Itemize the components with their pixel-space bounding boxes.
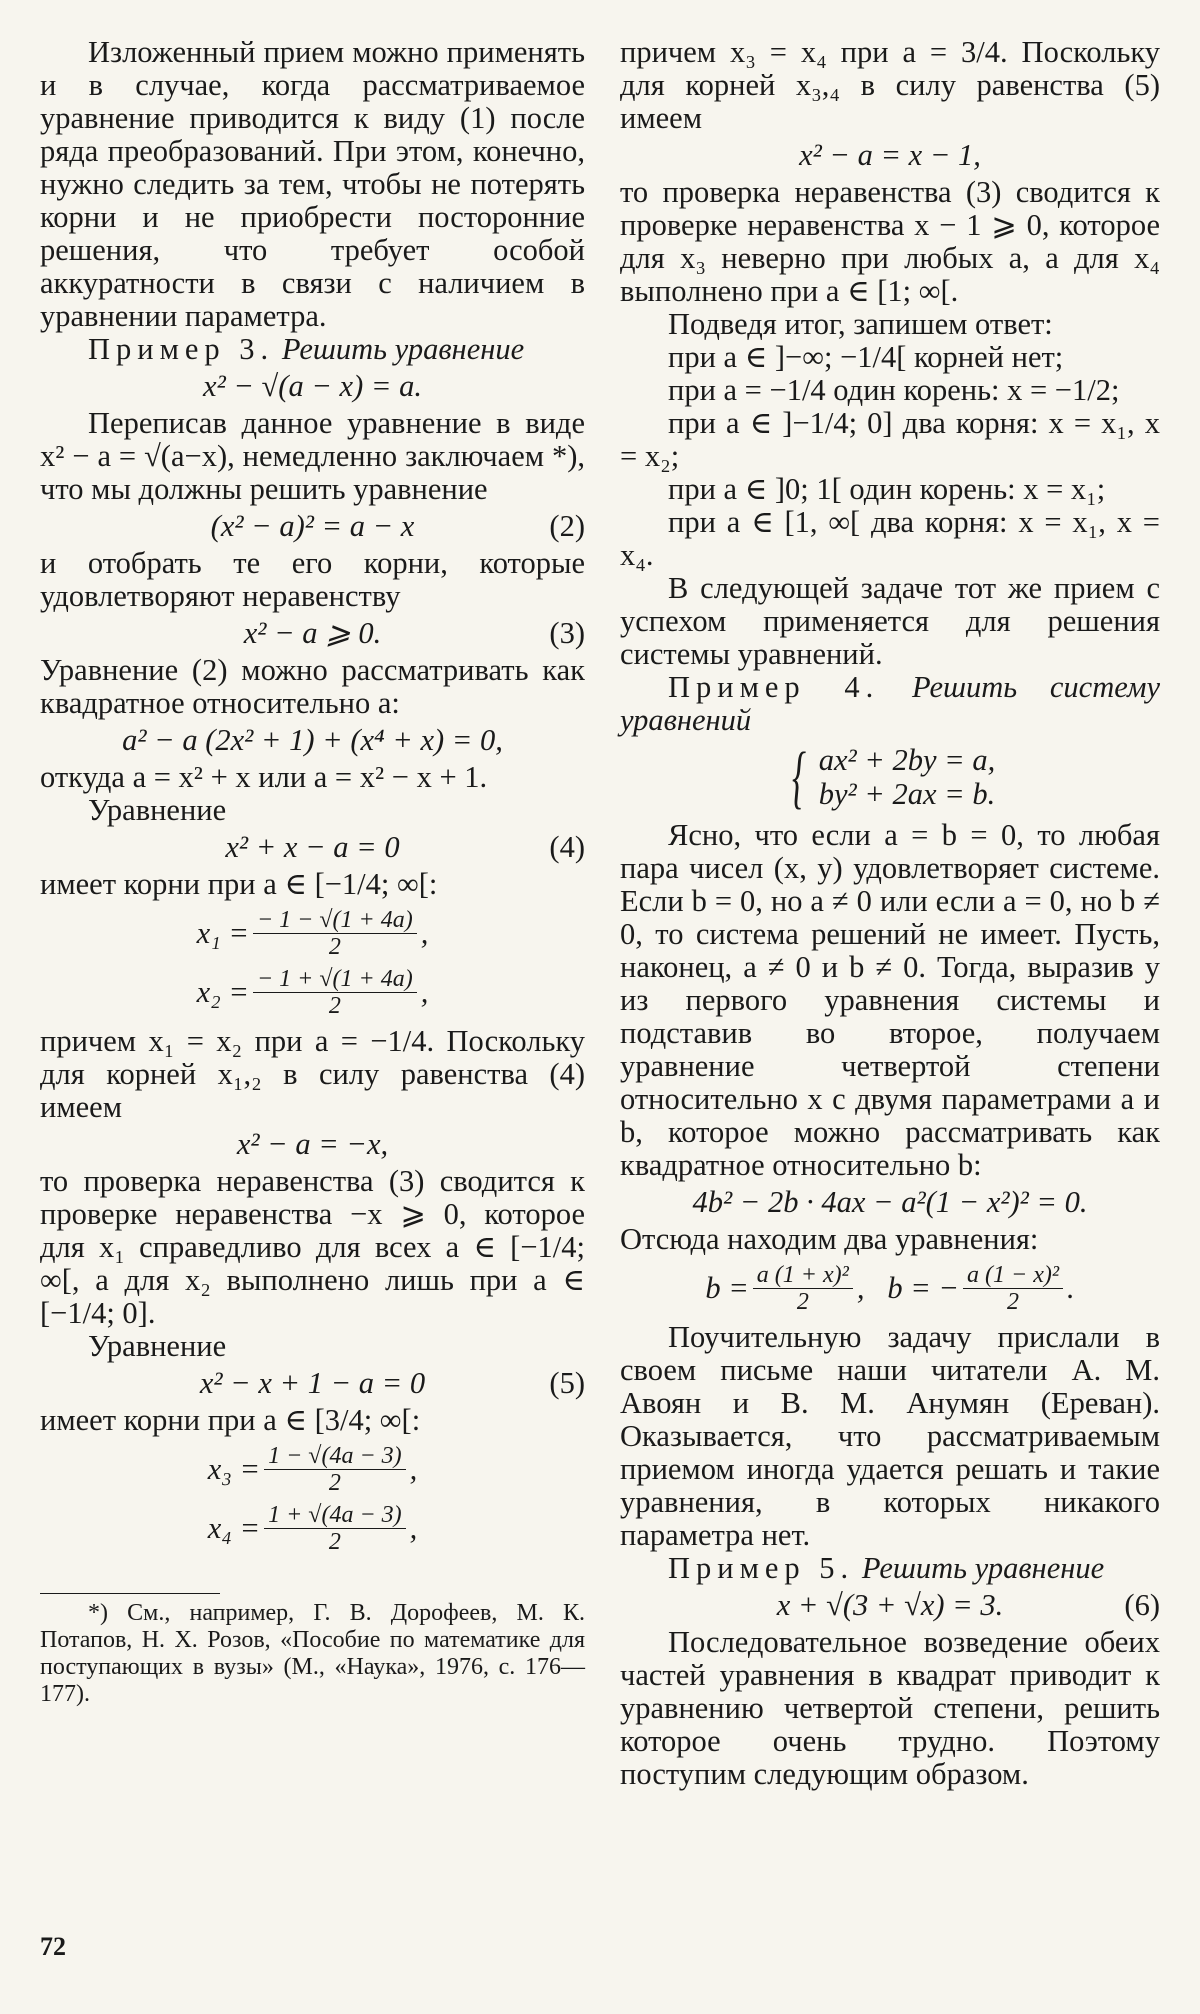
system-rows <box>819 743 996 813</box>
system-equation: by² + 2ax = b. <box>818 777 996 811</box>
formula-lhs: x₂ = <box>196 975 249 1009</box>
paragraph: то проверка неравенства (3) сводится к проверке неравенства x − 1 ⩾ 0, которое для x₃ неверно при любых a, а для x₄ выполнено при a ∈ [1; ∞[. <box>620 175 1160 308</box>
answer-line: при a = −1/4 один корень: x = −1/2; <box>668 373 1120 407</box>
equation: x² − a = x − 1, <box>799 138 981 172</box>
answer-line: при a ∈ ]−∞; −1/4[ корней нет; <box>668 340 1064 374</box>
equation: a² − a (2x² + 1) + (x⁴ + x) = 0, <box>122 723 503 757</box>
footnote-divider <box>40 1593 220 1594</box>
example-label: Пример 5. <box>668 1551 855 1585</box>
equation-body: x² − x + 1 − a = 0 <box>199 1366 426 1400</box>
answer-line: при a ∈ ]−1/4; 0] два корня: x = x₁, x = x₂; <box>620 406 1160 473</box>
fraction-denominator: 2 <box>328 934 341 960</box>
equation <box>40 617 585 650</box>
equation: x² − √(a − x) = a. <box>203 369 422 403</box>
system-equation: ax² + 2by = a, <box>818 743 996 777</box>
equation-body: x² + x − a = 0 <box>225 830 400 864</box>
paragraph: Последовательное возведение обеих частей уравнения в квадрат приводит к уравнению четвертой степени, решить которое очень трудно. Поэтому поступим следующим образом. <box>620 1625 1160 1791</box>
example-task: Решить систему уравнений <box>620 670 1160 737</box>
fraction-numerator: 1 − √(4a − 3) <box>264 1443 406 1470</box>
fraction <box>264 1502 406 1555</box>
paragraph: Поучительную задачу прислали в своем письме наши читатели А. М. Авоян и В. М. Анумян (Ереван). Оказывается, что рассматриваемым приемом иногда удается решать и такие уравнения, в которых никакого параметра нет. <box>620 1320 1160 1552</box>
equation: x² − a = −x, <box>236 1127 389 1161</box>
equation <box>40 1367 585 1400</box>
fraction-numerator: − 1 + √(1 + 4a) <box>253 966 417 993</box>
equation-body: (x² − a)² = a − x <box>210 509 415 543</box>
equation <box>40 510 585 543</box>
paragraph: причем x₁ = x₂ при a = −1/4. Поскольку для корней x₁,₂ в силу равенства (4) имеем <box>40 1024 585 1124</box>
fraction <box>253 907 417 960</box>
example-label: Пример 3. <box>88 332 275 366</box>
equation-number: (5) <box>549 1366 585 1400</box>
fraction-numerator: − 1 − √(1 + 4a) <box>253 907 417 934</box>
paragraph: то проверка неравенства (3) сводится к проверке неравенства −x ⩾ 0, которое для x₁ справедливо для всех a ∈ [−1/4; ∞[, а для x₂ выполнено лишь при a ∈ [−1/4; 0]. <box>40 1164 585 1330</box>
example-task: Решить уравнение <box>861 1551 1105 1585</box>
example-label: Пример 4. <box>668 670 880 704</box>
formula-lhs: x₁ = <box>196 916 249 950</box>
fraction-numerator: 1 + √(4a − 3) <box>264 1502 406 1529</box>
example-task: Решить уравнение <box>281 332 525 366</box>
paragraph: Уравнение (2) можно рассматривать как квадратное относительно a: <box>40 653 585 720</box>
equation-body: x² − a ⩾ 0. <box>243 616 382 650</box>
equation-number: (4) <box>549 830 585 864</box>
equation-number: (6) <box>1124 1588 1160 1622</box>
fraction-denominator: 2 <box>796 1289 809 1315</box>
equation: 4b² − 2b · 4ax − a²(1 − x²)² = 0. <box>692 1185 1088 1219</box>
left-column <box>40 36 585 1708</box>
right-column <box>620 36 1160 1791</box>
fraction-denominator: 2 <box>328 1470 341 1496</box>
paragraph: Ясно, что если a = b = 0, то любая пара чисел (x, y) удовлетворяет системе. Если b = 0, но a ≠ 0 или если a = 0, но b ≠ 0, то система решений не имеет. Пусть, наконец, a ≠ 0 и b ≠ 0. Тогда, выразив y из первого уравнения системы и подставив во второе, получаем уравнение четвертой степени относительно x с двумя параметрами a и b, которое можно рассматривать как квадратное относительно b: <box>620 818 1160 1182</box>
equation-body: x + √(3 + √x) = 3. <box>776 1588 1004 1622</box>
fraction-denominator: 2 <box>328 993 341 1019</box>
fraction-denominator: 2 <box>328 1529 341 1555</box>
fraction-numerator: a (1 − x)² <box>963 1262 1063 1289</box>
paragraph: и отобрать те его корни, которые удовлетворяют неравенству <box>40 546 585 613</box>
page-number: 72 <box>40 1932 66 1961</box>
paragraph: причем x₃ = x₄ при a = 3/4. Поскольку для корней x₃,₄ в силу равенства (5) имеем <box>620 35 1160 135</box>
paragraph: откуда a = x² + x или a = x² − x + 1. <box>40 760 488 794</box>
formula-x3: x₃ = $\frac{1 - √(4a - 3)}{2}$ , <box>207 1443 418 1496</box>
answer-line: при a ∈ [1, ∞[ два корня: x = x₁, x = x₄. <box>620 505 1160 572</box>
formula-x1: x₁ = $\frac{- 1 - √(1 + 4a)}{2}$ , <box>196 907 429 960</box>
formula-b: b = $\frac{\text{a (1 + x)²}}{2}$ , b = − $\frac{\text{a (1 − x)²}}{2}$ . <box>705 1262 1075 1315</box>
formula-x2: x₂ = $\frac{- 1 + √(1 + 4a)}{2}$ , <box>196 966 429 1019</box>
fraction-numerator: a (1 + x)² <box>753 1262 853 1289</box>
paragraph: Отсюда находим два уравнения: <box>620 1222 1039 1256</box>
formula-lhs: x₄ = <box>207 1511 261 1545</box>
example-heading <box>40 333 585 366</box>
example-heading <box>620 1552 1160 1585</box>
equation <box>620 1589 1160 1622</box>
fraction <box>253 966 417 1019</box>
paragraph: В следующей задаче тот же прием с успехом применяется для решения системы уравнений. <box>620 571 1160 671</box>
fraction <box>963 1262 1063 1315</box>
formula-lhs: x₃ = <box>207 1452 261 1486</box>
answer-line: при a ∈ ]0; 1[ один корень: x = x₁; <box>668 472 1106 506</box>
equation-number: (3) <box>549 616 585 650</box>
paragraph: Переписав данное уравнение в виде x² − a = √(a−x), немедленно заключаем *), что мы должны решить уравнение <box>40 406 585 506</box>
fraction-denominator: 2 <box>1007 1289 1020 1315</box>
equation <box>40 831 585 864</box>
footnote: *) См., например, Г. В. Дорофеев, М. К. Потапов, Н. Х. Розов, «Пособие по математике для поступающих в вузы» (М., «Наука», 1976, с. 176—177). <box>40 1600 585 1707</box>
paragraph: Изложенный прием можно применять и в случае, когда рассматриваемое уравнение приводится к виду (1) после ряда преобразований. При этом, конечно, нужно следить за тем, чтобы не потерять корни и не приобрести посторонние решения, что требует особой аккуратности в связи с наличием в уравнении параметра. <box>40 35 585 333</box>
paragraph: имеет корни при a ∈ [−1/4; ∞[: <box>40 867 438 901</box>
equation-number: (2) <box>549 509 585 543</box>
formula-x4: x₄ = $\frac{1 + √(4a - 3)}{2}$ , <box>207 1502 418 1555</box>
paragraph: Уравнение <box>88 793 227 827</box>
brace: { <box>791 739 806 816</box>
example-heading <box>620 671 1160 737</box>
formula-lhs: b = <box>705 1271 749 1305</box>
paragraph: имеет корни при a ∈ [3/4; ∞[: <box>40 1403 421 1437</box>
equation-system <box>620 739 1160 816</box>
formula-lhs: b = − <box>887 1271 959 1305</box>
fraction <box>753 1262 853 1315</box>
paragraph: Уравнение <box>88 1329 227 1363</box>
paragraph: Подведя итог, запишем ответ: <box>668 307 1053 341</box>
fraction <box>264 1443 406 1496</box>
